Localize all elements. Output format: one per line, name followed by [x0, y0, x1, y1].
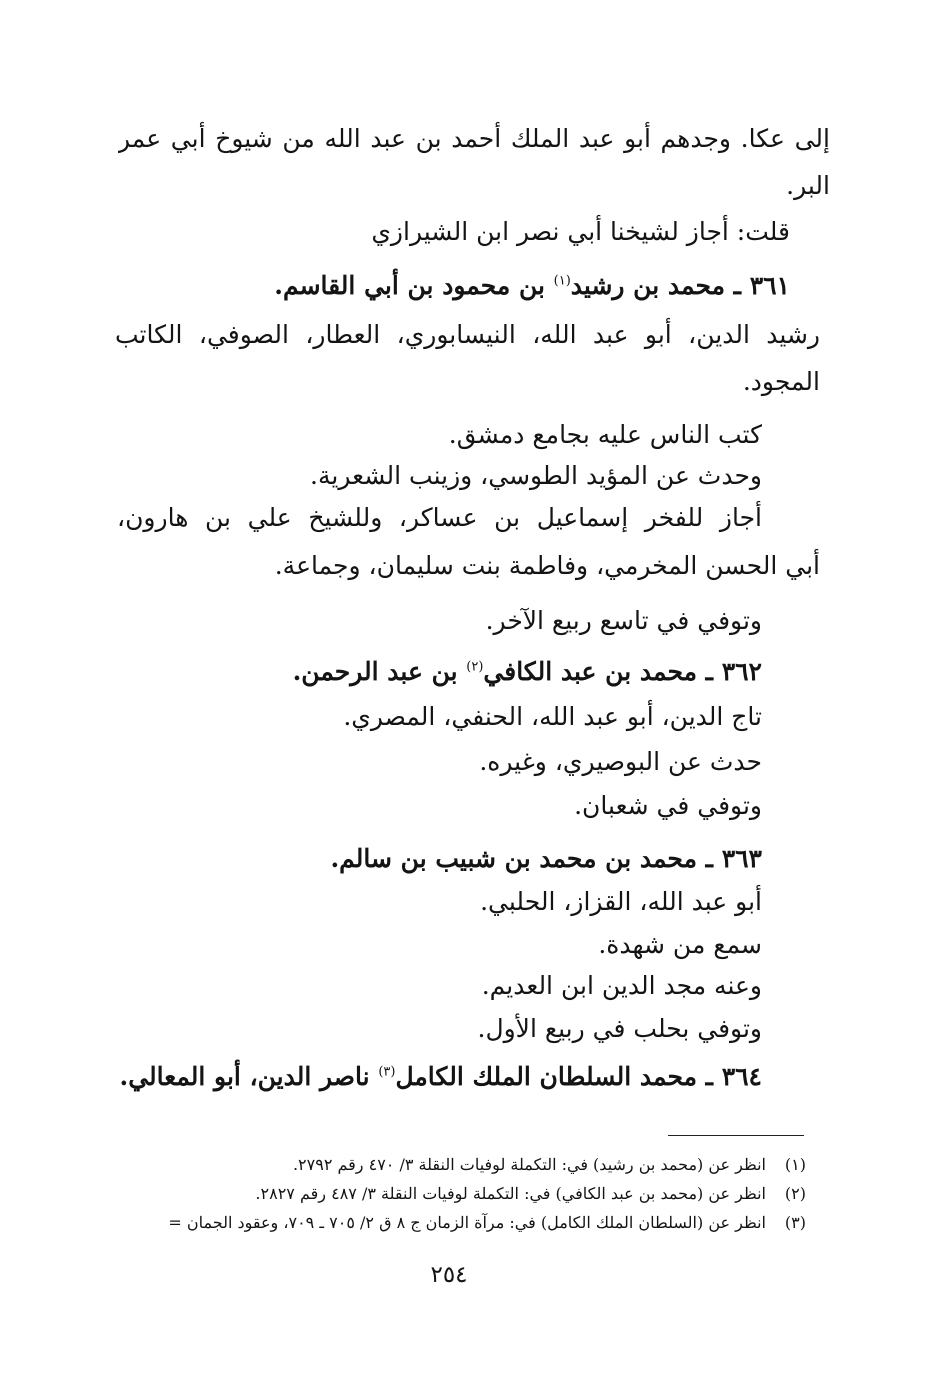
body-line-6: المجود. [742, 367, 820, 396]
body-line-2: البر. [786, 171, 830, 200]
page-number: ٢٥٤ [430, 1262, 468, 1288]
body-line-13: تاج الدين، أبو عبد الله، الحنفي، المصري. [343, 702, 762, 731]
footnote-3 [168, 1210, 806, 1236]
body-line-5: رشيد الدين، أبو عبد الله، النيسابوري، العطار، الصوفي، الكاتب [115, 320, 820, 349]
entry-362-heading [293, 652, 762, 692]
body-line-9: أجاز للفخر إسماعيل بن عساكر، وللشيخ علي بن هارون، [117, 503, 762, 532]
body-line-7: كتب الناس عليه بجامع دمشق. [448, 420, 762, 449]
body-line-20: وتوفي بحلب في ربيع الأول. [477, 1014, 762, 1043]
body-line-14: حدث عن البوصيري، وغيره. [479, 747, 762, 776]
footnote-ref-3: (٣) [378, 1064, 396, 1080]
body-line-1: إلى عكا. وجدهم أبو عبد الملك أحمد بن عبد الله من شيوخ أبي عمر [118, 124, 830, 153]
footnote-2 [255, 1181, 806, 1207]
entry-363-heading: ٣٦٣ ـ محمد بن محمد بن شبيب بن سالم. [330, 844, 762, 873]
body-line-18: سمع من شهدة. [598, 930, 762, 959]
footnote-1-number: (١) [784, 1155, 806, 1174]
entry-362-tail: بن عبد الرحمن. [292, 657, 467, 686]
footnote-1 [293, 1152, 806, 1178]
footnote-2-number: (٢) [784, 1184, 806, 1203]
body-line-3: قلت: أجاز لشيخنا أبي نصر ابن الشيرازي [371, 217, 790, 246]
body-line-10: أبي الحسن المخرمي، وفاطمة بنت سليمان، وجماعة. [274, 551, 820, 580]
footnote-3-text: انظر عن (السلطان الملك الكامل) في: مرآة الزمان ج ٨ ق ٢/ ٧٠٥ ـ ٧٠٩، وعقود الجمان = [168, 1213, 766, 1232]
body-line-8: وحدث عن المؤيد الطوسي، وزينب الشعرية. [310, 461, 762, 490]
footnote-ref-2: (٢) [466, 659, 484, 675]
entry-364-heading [119, 1057, 762, 1097]
footnote-separator [668, 1135, 804, 1136]
body-line-19: وعنه مجد الدين ابن العديم. [481, 971, 762, 1000]
entry-361-heading [274, 266, 790, 306]
footnote-1-text: انظر عن (محمد بن رشيد) في: التكملة لوفيات النقلة ٣/ ٤٧٠ رقم ٢٧٩٢. [292, 1155, 766, 1174]
body-line-15: وتوفي في شعبان. [574, 791, 762, 820]
entry-362-head: ٣٦٢ ـ محمد بن عبد الكافي [483, 657, 762, 686]
body-line-11: وتوفي في تاسع ربيع الآخر. [485, 606, 762, 635]
footnote-2-text: انظر عن (محمد بن عبد الكافي) في: التكملة لوفيات النقلة ٣/ ٤٨٧ رقم ٢٨٢٧. [255, 1184, 766, 1203]
footnote-3-number: (٣) [784, 1213, 806, 1232]
entry-361-tail: بن محمود بن أبي القاسم. [274, 271, 554, 300]
entry-361-head: ٣٦١ ـ محمد بن رشيد [570, 271, 790, 300]
footnote-ref-1: (١) [553, 273, 571, 289]
body-line-17: أبو عبد الله، القزاز، الحلبي. [480, 887, 762, 916]
entry-364-head: ٣٦٤ ـ محمد السلطان الملك الكامل [395, 1062, 762, 1091]
entry-364-tail: ناصر الدين، أبو المعالي. [119, 1062, 379, 1091]
